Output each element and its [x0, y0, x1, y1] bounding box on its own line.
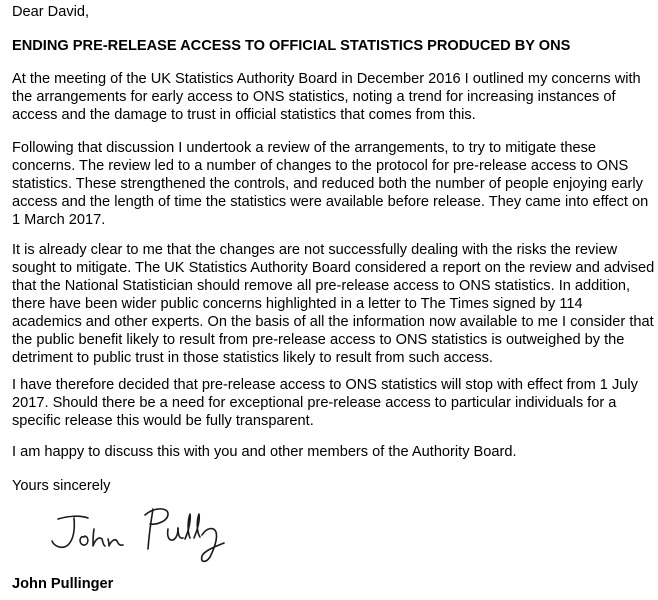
text-line: the public benefit likely to result from pre-release access to ONS statistics is outweighed by the	[12, 332, 625, 348]
signer-name: John Pullinger	[12, 576, 114, 592]
text-line: academics and other experts. On the basis of all the information now available to me I consider that	[12, 314, 654, 330]
paragraph-decision	[12, 376, 658, 430]
text-line: specific release this would be fully transparent.	[12, 413, 314, 429]
text-line: sought to mitigate. The UK Statistics Authority Board considered a report on the review and advised	[12, 260, 655, 276]
text-line: access and the length of time the statistics were available before release. They came into effect on	[12, 194, 649, 210]
text-line: detriment to public trust in those statistics likely to result from such access.	[12, 350, 493, 366]
text-line: the arrangements for early access to ONS statistics, noting a trend for increasing instances of	[12, 89, 616, 105]
text-line: that the National Statistician should remove all pre-release access to ONS statistics. In addition,	[12, 278, 631, 294]
text-line: Following that discussion I undertook a review of the arrangements, to try to mitigate these	[12, 140, 597, 156]
salutation: Dear David,	[12, 4, 90, 20]
text-line: I have therefore decided that pre-release access to ONS statistics will stop with effect from 1 July	[12, 377, 638, 393]
text-line: concerns. The review led to a number of changes to the protocol for pre-release access to ONS	[12, 158, 629, 174]
text-line: At the meeting of the UK Statistics Authority Board in December 2016 I outlined my concerns with	[12, 71, 641, 87]
paragraph-concerns	[12, 241, 658, 367]
handwritten-signature	[44, 505, 234, 567]
paragraph-discussion-offer	[12, 443, 658, 461]
text-line: 2017. Should there be a need for exceptional pre-release access to particular individuals for a	[12, 395, 617, 411]
letter-subject-heading: ENDING PRE-RELEASE ACCESS TO OFFICIAL STATISTICS PRODUCED BY ONS	[12, 38, 571, 54]
text-line: I am happy to discuss this with you and other members of the Authority Board.	[12, 444, 517, 460]
closing: Yours sincerely	[12, 478, 111, 494]
paragraph-review	[12, 139, 658, 229]
text-line: 1 March 2017.	[12, 212, 106, 228]
text-line: It is already clear to me that the changes are not successfully dealing with the risks the review	[12, 242, 618, 258]
paragraph-board-meeting	[12, 70, 658, 124]
text-line: there have been wider public concerns highlighted in a letter to The Times signed by 114	[12, 296, 583, 312]
text-line: statistics. These strengthened the controls, and reduced both the number of people enjoying early	[12, 176, 643, 192]
text-line: access and the damage to trust in official statistics that comes from this.	[12, 107, 476, 123]
